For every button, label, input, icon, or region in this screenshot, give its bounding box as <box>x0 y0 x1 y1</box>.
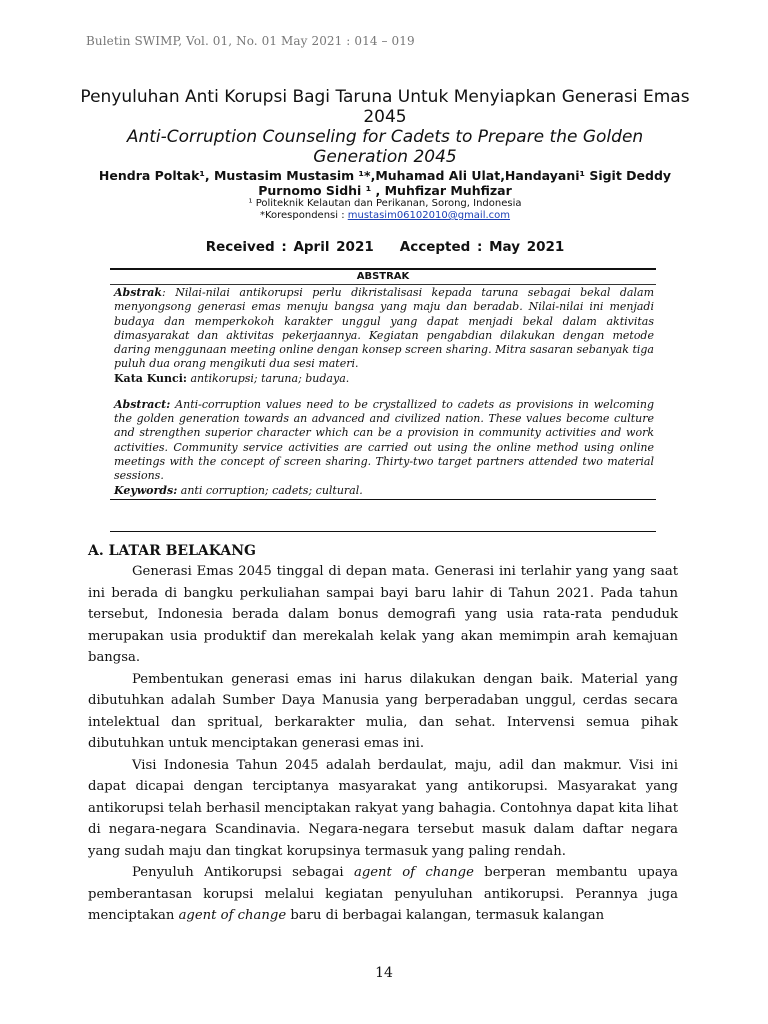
keywords-english <box>114 484 656 499</box>
abstract-bottom-rule <box>110 499 656 500</box>
correspondence <box>80 210 690 222</box>
abstract-box <box>110 268 656 500</box>
title-indonesian: Penyuluhan Anti Korupsi Bagi Taruna Untuk Menyiapkan Generasi Emas 2045 <box>80 87 690 127</box>
title-english: Anti-Corruption Counseling for Cadets to Prepare the Golden Generation 2045 <box>126 127 644 167</box>
abstract-separator-rule <box>110 531 656 532</box>
correspondence-label: *Korespondensi : <box>259 210 348 221</box>
page-number: 14 <box>375 965 393 981</box>
abstract-en-label: Abstract: <box>114 397 171 411</box>
title-block <box>80 87 690 222</box>
section-latar-belakang <box>88 541 678 927</box>
submission-dates <box>80 239 690 255</box>
body-paragraph: Pembentukan generasi emas ini harus dilakukan dengan baik. Material yang dibutuhkan adalah Sumber Daya Manusia yang berperadaban unggul, cerdas secara intelektual dan spritual, berkarakter mulia, dan sehat. Intervensi semua pihak dibutuhkan untuk menciptakan generasi emas ini. <box>88 671 678 751</box>
abstract-id-label: Abstrak <box>114 286 163 299</box>
keywords-id-value: antikorupsi; taruna; budaya. <box>186 371 350 385</box>
body-paragraph: Visi Indonesia Tahun 2045 adalah berdaulat, maju, adil dan makmur. Visi ini dapat dicapai dengan terciptanya masyarakat yang antikorupsi. Masyarakat yang antikorupsi telah berhasil menciptakan rakyat yang bahagia. Contohnya dapat kita lihat di negara-negara Scandinavia. Negara-negara tersebut masuk dalam daftar negara yang sudah maju dan tingkat korupsinya termasuk yang paling rendah. <box>88 757 678 859</box>
abstract-indonesian <box>114 286 654 372</box>
author-list: Hendra Poltak¹, Mustasim Mustasim ¹*,Muhamad Ali Ulat,Handayani¹ Sigit Deddy Purnomo Sidhi ¹ , Muhfizar Muhfizar <box>98 168 672 198</box>
body-paragraph <box>88 862 678 927</box>
abstract-heading-rule <box>110 284 656 285</box>
paragraph-text: Penyuluh Antikorupsi sebagai <box>132 865 354 880</box>
affiliation: ¹ Politeknik Kelautan dan Perikanan, Sorong, Indonesia <box>248 198 522 209</box>
correspondence-email-link[interactable]: mustasim06102010@gmail.com <box>347 210 511 221</box>
section-heading: A. LATAR BELAKANG <box>88 543 256 559</box>
abstract-en-text: Anti-corruption values need to be crystallized to cadets as provisions in welcoming the golden generation towards an advanced and civilized nation. These values become culture and strengthen superior character which can be a provision in community activities and work activities. Community service activities are carried out using the online method using online meetings with the concept of screen sharing. Thirty-two target partners attended two material sessions. <box>114 397 654 483</box>
keywords-id-label: Kata Kunci: <box>114 371 187 385</box>
keywords-indonesian <box>114 372 656 386</box>
paragraph-text: baru di berbagai kalangan, termasuk kalangan <box>286 908 605 923</box>
running-head: Buletin SWIMP, Vol. 01, No. 01 May 2021 : 014 – 019 <box>86 34 415 48</box>
body-paragraph: Generasi Emas 2045 tinggal di depan mata. Generasi ini terlahir yang yang saat ini berada di bangku perkuliahan sampai bayi baru lahir di Tahun 2021. Pada tahun tersebut, Indonesia berada dalam bonus demografi yang usia rata-rata penduduk merupakan usia produktif dan merekalah kelak yang akan memimpin arah kemajuan bangsa. <box>88 564 678 665</box>
emphasis-term: agent of change <box>178 908 287 923</box>
abstract-heading: ABSTRAK <box>356 271 410 282</box>
received-date: Received : April 2021 <box>205 239 374 255</box>
accepted-date: Accepted : May 2021 <box>399 239 565 255</box>
emphasis-term: agent of change <box>353 865 474 880</box>
keywords-en-value: anti corruption; cadets; cultural. <box>177 483 363 497</box>
abstract-id-text: : Nilai-nilai antikorupsi perlu dikristalisasi kepada taruna sebagai bekal dalam menyongsong generasi emas menuju bangsa yang maju dan beradab. Nilai-nilai ini menjadi budaya dan memperkokoh karakter unggul yang dapat menjadi bekal dalam aktivitas dimasyarakat dan aktivitas pekerjaannya. Kegiatan pengabdian dilakukan dengan metode daring menggunaan meeting online dengan konsep screen sharing. Mitra sasaran sebanyak tiga puluh dua orang mengikuti dua sesi materi. <box>114 286 654 371</box>
paragraph-text: berperan membantu upaya pemberantasan korupsi melalui kegiatan penyuluhan antikorupsi. Perannya juga menciptakan <box>88 865 679 923</box>
keywords-en-label: Keywords: <box>114 483 178 497</box>
abstract-english <box>114 398 654 484</box>
